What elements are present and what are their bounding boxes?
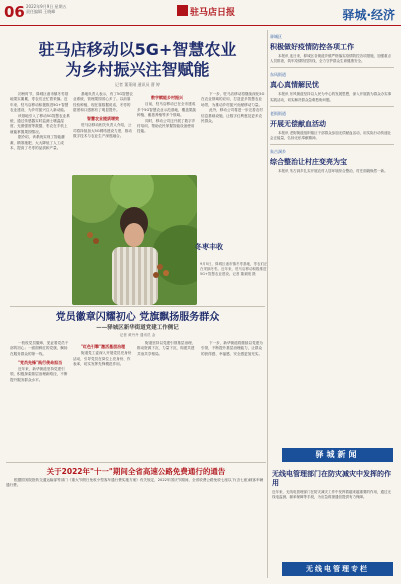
brief-3-title: 开展无偿献血活动 (270, 119, 326, 128)
brief-4 (270, 149, 394, 174)
lead-c2-subhead: 智慧农业提质增效 (87, 116, 119, 122)
brief-divider (270, 67, 394, 68)
story2-subtitle: ——驿城区新华街道党建工作侧记 (96, 325, 179, 331)
lead-c4-p1: 下一步，驻马店移动将继续深化5G在农业领域的应用，打造更多智慧农业场景，为推动乡村振兴贡献移动力量。 (201, 92, 265, 107)
masthead (0, 0, 401, 26)
page-number: 06 (4, 3, 25, 21)
lead-byline: 记者 董莱刚 通讯员 曹 婷 (114, 82, 161, 87)
photo-caption: 9月5日，驿城区诸市镇冬枣基地，枣农们正在采摘冬枣。近年来，驻马店移动积极推进5G+智慧农业建设。记者 董莱刚 摄 (200, 262, 268, 276)
section-title: 驿城·经济 (342, 8, 395, 22)
story2-column-4 (201, 341, 265, 461)
story2-c4-p1: 下一步，新华街道将继续以党建为引领，不断提升基层治理能力，让群众的获得感、幸福感、安全感更加充实。 (201, 341, 263, 356)
brief-1-text: 本报讯 连日来，驿城区各街道乡镇严格落实疫情防控各项措施，加强重点人员排查，筑牢疫情防控防线，全力守护群众生命健康安全。 (270, 54, 392, 64)
bottom-paragraph: 根据国务院批转交通运输部等部门《重大节假日免收小型客车通行费实施方案》有关规定，2022年国庆节期间，全省收费公路免收七座以下(含七座)载客车辆通行费。 (6, 478, 264, 488)
story2-column-1 (10, 341, 70, 461)
brief-1-label: 驿城区 (270, 34, 282, 39)
lead-c1-p1: 初秋时节，驿城区诸市镇冬枣基地果实累累，枣农们正忙着采摘。近年来，驻马店移动积极推进5G+智慧农业建设，为乡村振兴注入新动能。 (10, 92, 69, 112)
bottom-divider (6, 462, 266, 463)
brief-3 (270, 111, 394, 141)
right-bottom-title: 无线电管理部门在防灾减灾中发挥的作用 (272, 470, 391, 487)
lead-headline-line-1: 驻马店移动以5G+智慧农业 (38, 40, 237, 59)
issue-editor: 责任编辑 王晓峰 (26, 9, 56, 14)
lead-c3-p2: 同时，移动公司还开展了数字乡村培训，帮助农民掌握智能设备使用技能。 (137, 118, 196, 134)
lead-c1-p3: 据介绍，该系统实现了智能灌溉、精准施肥，大大降低了人工成本，提高了冬枣的品质和产量。 (10, 135, 65, 150)
issue-date: 2022年9月9日 星期五 (26, 4, 67, 9)
orchard-photo-image (72, 175, 197, 305)
bottom-text (6, 478, 266, 578)
bottom-headline: 关于2022年"十一"期间全省高速公路免费通行的通告 (46, 467, 226, 476)
lead-photo (72, 175, 197, 305)
brief-4-title: 综合整治让村庄变亮为宝 (270, 158, 347, 167)
brief-1 (270, 34, 394, 64)
main-column-divider (267, 30, 268, 578)
right-column (270, 30, 394, 448)
story2-c1-p1: 一枚枚党员徽章，见证着党员干部的初心；一面面鲜红的党旗，飘扬在服务群众的第一线。 (10, 341, 69, 356)
story2-headline: 党员徽章闪耀初心 党旗飘扬服务群众 (55, 312, 220, 323)
story2-c1-p2: 近年来，新华街道坚持党建引领，积极探索基层治理新路径，不断提升服务群众水平。 (10, 367, 68, 382)
logo-text: 驻马店日报 (190, 8, 236, 18)
brief-3-text: 本报讯 老街街道组织辖区干部群众参加无偿献血活动，用实际行动传递社会正能量，弘扬无私奉献精神。 (270, 130, 392, 141)
right-bottom-text: 近年来，无线电管理部门在防灾减灾工作中发挥着越来越重要的作用，通过无线电监测、频率保障等手段，为应急救援通信提供有力保障。 (272, 490, 391, 500)
brief-4-label: 朱古洞乡 (270, 149, 286, 155)
brief-3-label: 老街街道 (270, 110, 286, 116)
story2-divider (10, 306, 265, 307)
lead-column-3 (137, 92, 197, 172)
story2-byline: 记者 黄丹丹 通讯员 金 (119, 333, 156, 337)
logo-seal-icon (177, 5, 188, 16)
lead-c2-p2: 驻马店移动相关负责人介绍，公司将持续加大5G网络建设力度，推动数字技术与农业生产深度融合。 (73, 123, 132, 139)
lead-c3-subhead: 数字赋能乡村振兴 (151, 95, 183, 100)
lead-c2-p1: 基地负责人表示，有了5G智慧农业系统，管理果园省心多了。以前靠经验种植，现在靠数据说话，冬枣的甜度和口感都有了明显提升。 (73, 92, 133, 112)
story2-c2-p1: 街道党工委深入开展党员亮身份活动，引导党员在岗位上亮身份、作表率，切实发挥先锋模范作用。 (73, 351, 132, 366)
lead-column-2 (73, 92, 133, 172)
brief-2-label: 东风街道 (270, 72, 286, 78)
brief-divider (270, 144, 394, 145)
photo-tag: 冬枣丰收 (195, 243, 223, 251)
newspaper-logo (176, 2, 236, 20)
brief-2-title: 真心真情解民忧 (270, 81, 319, 90)
lead-c4-p2: 此外，移动公司将进一步完善农村信息基础设施，让数字红利惠及更多农民群众。 (201, 108, 263, 123)
brief-divider (270, 106, 394, 107)
radio-column-banner: 无线电管理专栏 (282, 562, 393, 576)
news-banner: 驿城新闻 (282, 448, 393, 462)
story2-c2-subhead: "红色引擎"激活基层治理 (80, 344, 126, 349)
brief-4-text: 本报讯 朱古洞乡扎实开展农村人居环境综合整治，村庄面貌焕然一新。 (278, 169, 388, 174)
lead-c1-p2: 该基地引入了移动5G智慧农业系统，通过传感器实时监测土壤温湿度、光照强度等数据，枣农在手机上就能掌握果园情况。 (10, 113, 70, 134)
lead-column-1 (10, 92, 70, 302)
story2-c1-subhead: "党员先锋"践行使命担当 (17, 359, 63, 365)
brief-2-text: 本报讯 东风街道坚持以人民为中心的发展思想，深入开展我为群众办实事实践活动，切实解决群众急难愁盼问题。 (270, 92, 392, 102)
story2-column-2 (73, 341, 133, 461)
story2-column-3 (137, 341, 197, 461)
lead-headline (10, 40, 265, 80)
lead-headline-line-2: 为乡村振兴注智赋能 (65, 60, 210, 79)
brief-2 (270, 72, 394, 102)
lead-column-4 (201, 92, 265, 232)
brief-1-title: 积极做好疫情防控各项工作 (270, 43, 354, 51)
story2-c3-p1: 街道坚持以党建引领基层治理，推动资源下沉、力量下沉，构建共建共治共享格局。 (137, 341, 196, 356)
lead-c3-p1: 目前，驻马店移动已在全市建成多个5G智慧农业示范基地，覆盖果蔬种植、畜禽养殖等多个领域。 (137, 102, 196, 117)
issue-info (26, 4, 67, 14)
